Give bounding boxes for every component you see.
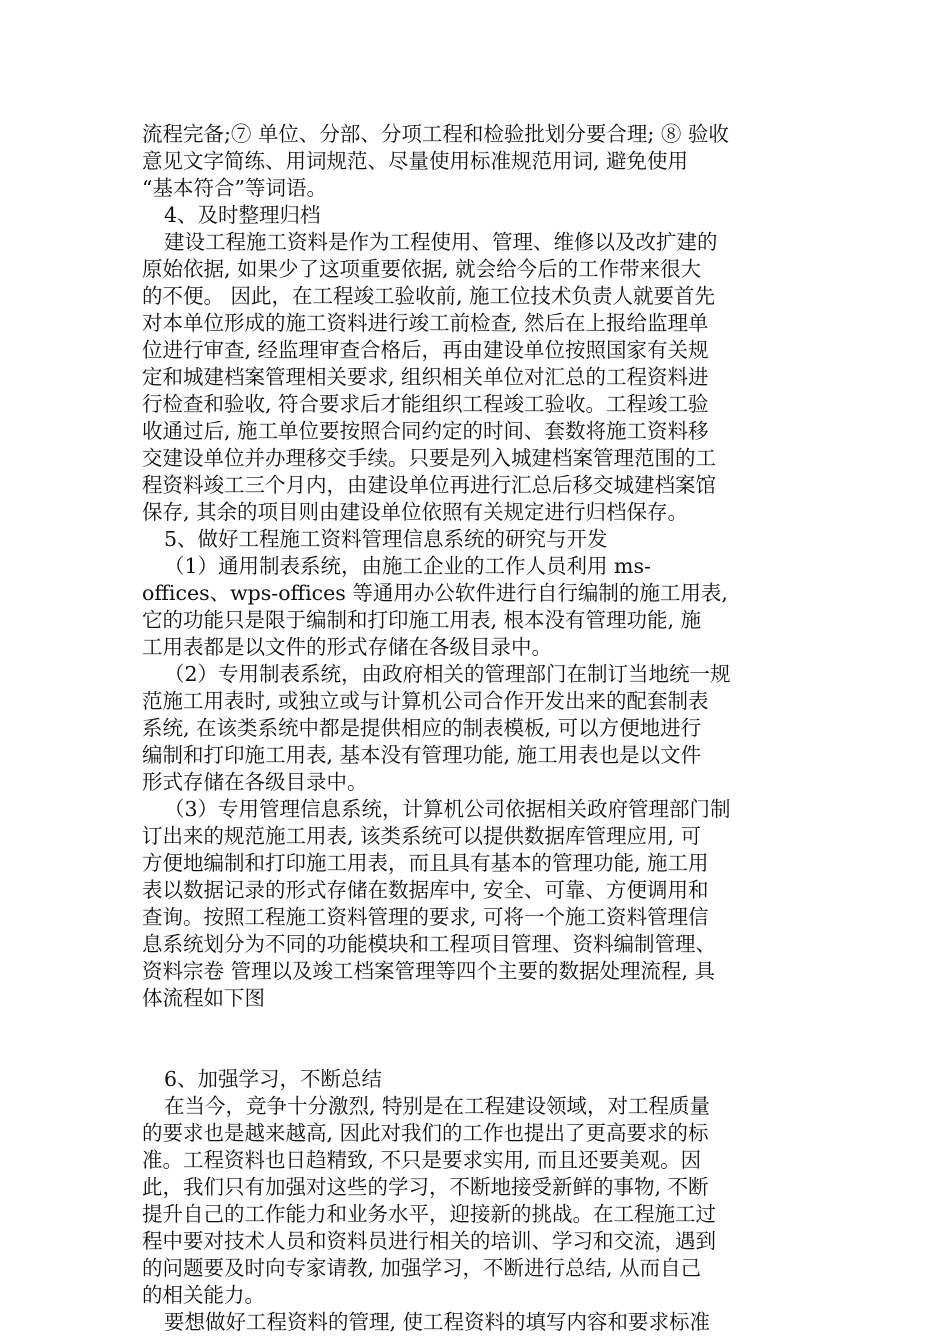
text-line: 方便地编制和打印施工用表，而且具有基本的管理功能, 施工用 xyxy=(142,851,709,875)
text-line: 准。工程资料也日趋精致, 不只是要求实用, 而且还要美观。因 xyxy=(142,1148,702,1172)
text-line: 交建设单位并办理移交手续。只要是列入城建档案管理范围的工 xyxy=(142,446,716,470)
section-heading-5: 5、做好工程施工资料管理信息系统的研究与开发 xyxy=(164,527,608,551)
section-heading-6: 6、加强学习，不断总结 xyxy=(164,1067,383,1091)
text-line: 资料宗卷 管理以及竣工档案管理等四个主要的数据处理流程, 具 xyxy=(142,959,716,983)
text-line: 程中要对技术人员和资料员进行相关的培训、学习和交流，遇到 xyxy=(142,1229,716,1253)
text-line: 体流程如下图 xyxy=(142,986,265,1010)
text-line: “基本符合”等词语。 xyxy=(142,176,327,200)
text-line: 它的功能只是限于编制和打印施工用表, 根本没有管理功能, 施 xyxy=(142,608,702,632)
text-line: （2）专用制表系统，由政府相关的管理部门在制订当地统一规 xyxy=(164,662,731,686)
text-line: （3）专用管理信息系统，计算机公司依据相关政府管理部门制 xyxy=(164,797,731,821)
text-line: 定和城建档案管理相关要求, 组织相关单位对汇总的工程资料进 xyxy=(142,365,709,389)
text-line: 范施工用表时, 或独立或与计算机公司合作开发出来的配套制表 xyxy=(142,689,709,713)
text-line: 位进行审查, 经监理审查合格后，再由建设单位按照国家有关规 xyxy=(142,338,709,362)
text-line: 行检查和验收, 符合要求后才能组织工程竣工验收。工程竣工验 xyxy=(142,392,709,416)
document-body xyxy=(142,121,802,1336)
text-line: 保存, 其余的项目则由建设单位依照有关规定进行归档保存。 xyxy=(142,500,689,524)
text-line: 对本单位形成的施工资料进行竣工前检查, 然后在上报给监理单 xyxy=(142,311,709,335)
text-line: offices、wps-offices 等通用办公软件进行自行编制的施工用表, xyxy=(142,581,728,605)
text-line: 系统, 在该类系统中都是提供相应的制表模板, 可以方便地进行 xyxy=(142,716,702,740)
paragraph-special-tables xyxy=(142,661,802,796)
text-line: 工用表都是以文件的形式存储在各级目录中。 xyxy=(142,635,552,659)
text-line: 编制和打印施工用表, 基本没有管理功能, 施工用表也是以文件 xyxy=(142,743,702,767)
paragraph-learning xyxy=(142,1093,802,1309)
text-line: 订出来的规范施工用表, 该类系统可以提供数据库管理应用, 可 xyxy=(142,824,702,848)
text-line: 形式存储在各级目录中。 xyxy=(142,770,368,794)
text-line: 提升自己的工作能力和业务水平，迎接新的挑战。在工程施工过 xyxy=(142,1202,716,1226)
text-line: 息系统划分为不同的功能模块和工程项目管理、资料编制管理、 xyxy=(142,932,716,956)
text-line: 的要求也是越来越高, 因此对我们的工作也提出了更高要求的标 xyxy=(142,1121,709,1145)
paragraph-archiving xyxy=(142,229,802,526)
paragraph-management-system xyxy=(142,796,802,1012)
text-line: 流程完备;⑦ 单位、分部、分项工程和检验批划分要合理; ⑧ 验收 xyxy=(142,122,729,146)
section-heading-4: 4、及时整理归档 xyxy=(164,203,321,227)
text-line: 意见文字简练、用词规范、尽量使用标准规范用词, 避免使用 xyxy=(142,149,689,173)
text-line: 程资料竣工三个月内，由建设单位再进行汇总后移交城建档案馆 xyxy=(142,473,716,497)
text-line: 建设工程施工资料是作为工程使用、管理、维修以及改扩建的 xyxy=(164,230,718,254)
text-line: 的相关能力。 xyxy=(142,1283,265,1307)
paragraph-closing xyxy=(142,1309,802,1336)
text-line: 表以数据记录的形式存储在数据库中, 安全、可靠、方便调用和 xyxy=(142,878,709,902)
text-line: 要想做好工程资料的管理, 使工程资料的填写内容和要求标准 xyxy=(164,1310,711,1334)
text-line: 在当今，竞争十分激烈, 特别是在工程建设领域，对工程质量 xyxy=(164,1094,711,1118)
text-line: 的问题要及时向专家请教, 加强学习，不断进行总结, 从而自己 xyxy=(142,1256,702,1280)
blank-space xyxy=(142,1012,802,1066)
paragraph-acceptance-criteria-end xyxy=(142,121,802,202)
text-line: 收通过后, 施工单位要按照合同约定的时间、套数将施工资料移 xyxy=(142,419,709,443)
text-line: 查询。按照工程施工资料管理的要求, 可将一个施工资料管理信 xyxy=(142,905,709,929)
text-line: 原始依据, 如果少了这项重要依据, 就会给今后的工作带来很大 xyxy=(142,257,702,281)
text-line: 此，我们只有加强对这些的学习，不断地接受新鲜的事物, 不断 xyxy=(142,1175,709,1199)
text-line: 的不便。 因此，在工程竣工验收前, 施工位技术负责人就要首先 xyxy=(142,284,716,308)
text-line: （1）通用制表系统，由施工企业的工作人员利用 ms- xyxy=(164,554,651,578)
paragraph-general-tables xyxy=(142,553,802,661)
